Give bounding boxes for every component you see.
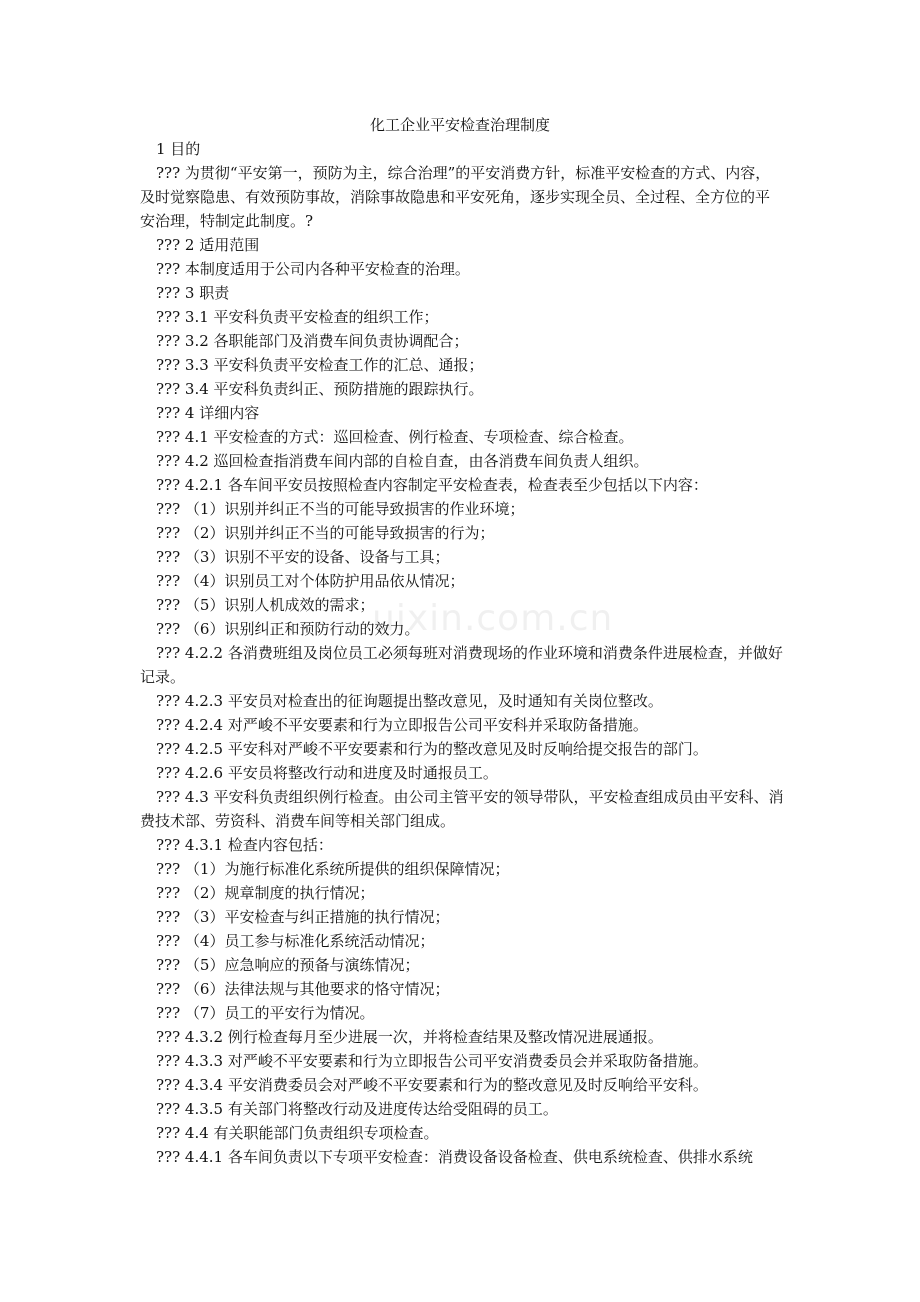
paragraph: ??? （1）识别并纠正不当的可能导致损害的作业环境；: [156, 500, 525, 518]
paragraph: ??? （4）识别员工对个体防护用品依从情况；: [156, 572, 465, 590]
paragraph: ??? （4）员工参与标准化系统活动情况；: [156, 932, 435, 950]
paragraph: ??? 4.2.2 各消费班组及岗位员工必须每班对消费现场的作业环境和消费条件进展检查，并做好记录。: [140, 644, 783, 686]
paragraph: ??? 4.2 巡回检查指消费车间内部的自检自查，由各消费车间负责人组织。: [156, 452, 649, 470]
paragraph: ??? 3.4 平安科负责纠正、预防措施的跟踪执行。: [156, 380, 484, 398]
paragraph: ??? 3.2 各职能部门及消费车间负责协调配合；: [156, 332, 469, 350]
paragraph: ??? 4.3.3 对严峻不平安要素和行为立即报告公司平安消费委员会并采取防备措施。: [156, 1052, 708, 1070]
paragraph: ??? 4.2.1 各车间平安员按照检查内容制定平安检查表，检查表至少包括以下内容：: [156, 476, 708, 494]
document-title: 化工企业平安检查治理制度: [369, 116, 550, 134]
paragraph: ??? （6）法律法规与其他要求的恪守情况；: [156, 980, 450, 998]
paragraph: ??? （6）识别纠正和预防行动的效力。: [156, 620, 420, 638]
paragraph: ??? 4.2.6 平安员将整改行动和进度及时通报员工。: [156, 764, 498, 782]
paragraph: ??? 4.2.4 对严峻不平安要素和行为立即报告公司平安科并采取防备措施。: [156, 716, 648, 734]
watermark: uixin.com.cn: [372, 598, 614, 639]
paragraph: ??? 4 详细内容: [156, 404, 260, 422]
paragraph: ??? （2）规章制度的执行情况；: [156, 884, 375, 902]
paragraph: ??? 3 职责: [156, 284, 230, 302]
paragraph: 1 目的: [156, 140, 201, 158]
paragraph: ??? （3）平安检查与纠正措施的执行情况；: [156, 908, 450, 926]
paragraph: ??? 4.3.4 平安消费委员会对严峻不平安要素和行为的整改意见及时反响给平安科。: [156, 1076, 708, 1094]
paragraph: ??? 4.3.5 有关部门将整改行动及进度传达给受阻碍的员工。: [156, 1100, 558, 1118]
paragraph: ??? （7）员工的平安行为情况。: [156, 1004, 375, 1022]
paragraph: ??? （3）识别不平安的设备、设备与工具；: [156, 548, 450, 566]
paragraph: ??? 4.3.1 检查内容包括：: [156, 836, 333, 854]
paragraph: ??? （5）应急响应的预备与演练情况；: [156, 956, 420, 974]
paragraph: ??? 4.4 有关职能部门负责组织专项检查。: [156, 1124, 439, 1142]
paragraph: ??? （1）为施行标准化系统所提供的组织保障情况；: [156, 860, 510, 878]
document-body: [140, 137, 784, 1169]
paragraph: ??? 4.3.2 例行检查每月至少进展一次，并将检查结果及整改情况进展通报。: [156, 1028, 663, 1046]
paragraph: ??? 2 适用范围: [156, 236, 260, 254]
paragraph: ??? 3.1 平安科负责平安检查的组织工作；: [156, 308, 439, 326]
paragraph: ??? 4.2.3 平安员对检查出的征询题提出整改意见，及时通知有关岗位整改。: [156, 692, 663, 710]
paragraph: ??? 本制度适用于公司内各种平安检查的治理。: [156, 260, 470, 278]
paragraph: ??? 为贯彻“平安第一，预防为主，综合治理”的平安消费方针，标准平安检查的方式、内容，及时觉察隐患、有效预防事故，消除事故隐患和平安死角，逐步实现全员、全过程、全方位的平安治理，特制定此制度。?: [140, 164, 771, 230]
paragraph: ??? 4.3 平安科负责组织例行检查。由公司主管平安的领导带队，平安检查组成员由平安科、消费技术部、劳资科、消费车间等相关部门组成。: [140, 788, 784, 830]
paragraph: ??? 3.3 平安科负责平安检查工作的汇总、通报；: [156, 356, 484, 374]
paragraph: ??? （2）识别并纠正不当的可能导致损害的行为；: [156, 524, 495, 542]
paragraph: ??? （5）识别人机成效的需求；: [156, 596, 375, 614]
paragraph: ??? 4.4.1 各车间负责以下专项平安检查：消费设备设备检查、供电系统检查、供排水系统: [156, 1148, 753, 1166]
paragraph: ??? 4.2.5 平安科对严峻不平安要素和行为的整改意见及时反响给提交报告的部门。: [156, 740, 708, 758]
paragraph: ??? 4.1 平安检查的方式：巡回检查、例行检查、专项检查、综合检查。: [156, 428, 634, 446]
